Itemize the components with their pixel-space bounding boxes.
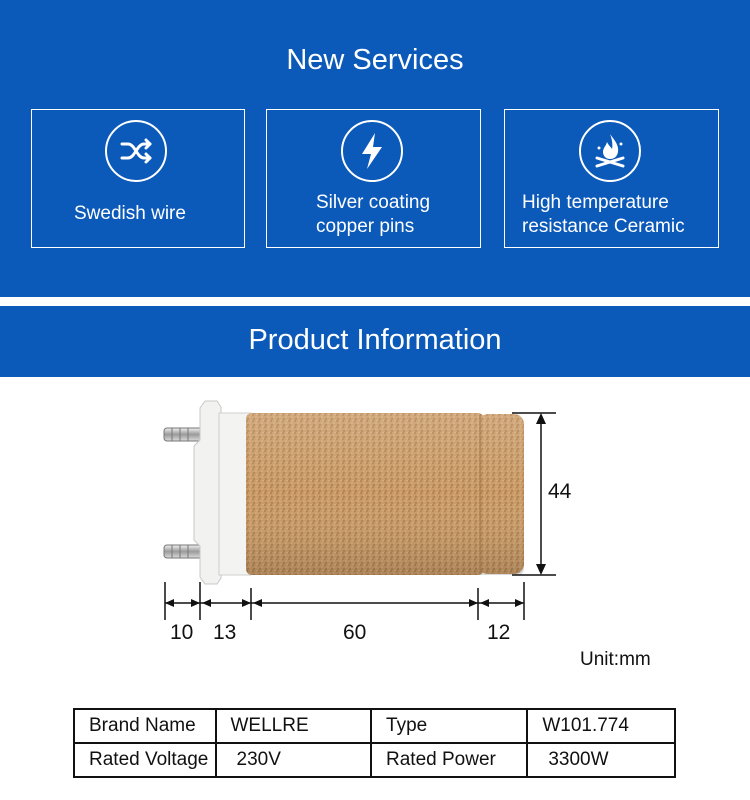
shuffle-icon: [105, 120, 167, 182]
spec-label: Rated Power: [371, 743, 527, 777]
spec-value: 230V: [216, 743, 372, 777]
height-label: 44: [548, 480, 572, 503]
service-label-line-2: copper pins: [316, 216, 415, 237]
spec-value: 3300W: [527, 743, 675, 777]
table-row: [74, 709, 675, 743]
flange-length-label: 13: [213, 621, 237, 644]
spec-value: W101.774: [527, 709, 675, 743]
body-length-label: 60: [343, 621, 367, 644]
product-diagram: [0, 377, 750, 677]
product-info-title: Product Information: [248, 324, 502, 356]
service-label: Swedish wire: [74, 203, 186, 224]
service-card-silver-coating: [266, 109, 481, 248]
fire-icon: [579, 120, 641, 182]
unit-label: Unit:mm: [580, 649, 651, 670]
spec-value: WELLRE: [216, 709, 372, 743]
width-dimensions: [165, 582, 524, 620]
table-row: [74, 743, 675, 777]
service-label-line-1: High temperature: [522, 192, 669, 213]
services-title: New Services: [286, 44, 464, 76]
service-label-line-2: resistance Ceramic: [522, 216, 685, 237]
service-label-line-1: Silver coating: [316, 192, 431, 213]
pin-length-label: 10: [170, 621, 194, 644]
service-card-swedish-wire: [31, 109, 245, 248]
section-divider: [0, 297, 750, 306]
spec-table: [73, 708, 676, 778]
services-banner: [0, 0, 750, 297]
pin-top: [164, 428, 202, 441]
spec-label: Brand Name: [74, 709, 216, 743]
spec-label: Rated Voltage: [74, 743, 216, 777]
heating-element-body: [246, 413, 524, 575]
product-info-banner: [0, 306, 750, 377]
end-length-label: 12: [487, 621, 511, 644]
pin-bottom: [164, 545, 202, 558]
lightning-icon: [341, 120, 403, 182]
spec-label: Type: [371, 709, 527, 743]
service-card-ceramic: [504, 109, 719, 248]
